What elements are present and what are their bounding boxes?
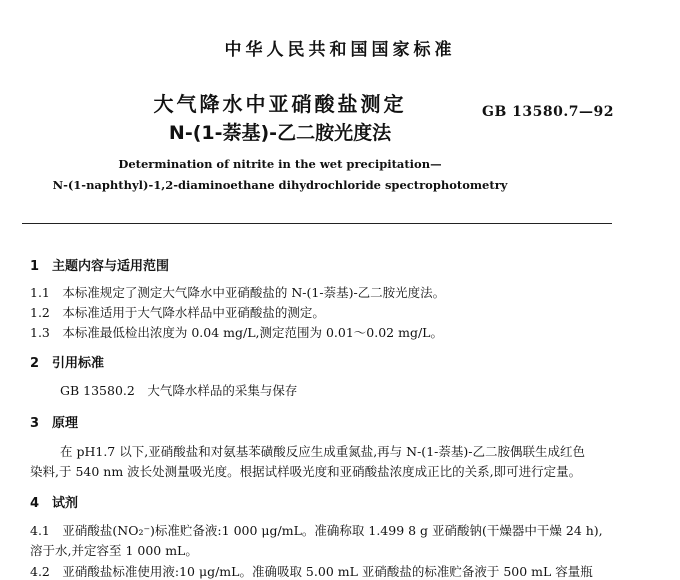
section-2-reference: GB 13580.2 大气降水样品的采集与保存 [60, 383, 298, 398]
standard-number: GB 13580.7—92 [482, 104, 614, 120]
section-4-item-1-line-2: 溶于水,并定容至 1 000 mL。 [30, 543, 198, 558]
section-3-text-line-1: 在 pH1.7 以下,亚硝酸盐和对氨基苯磺酸反应生成重氮盐,再与 N-(1-萘基)-乙二胺偶联生成红色 [60, 444, 585, 459]
section-2-heading: 2 引用标准 [30, 356, 105, 371]
section-4-item-1-line-1: 4.1 亚硝酸盐(NO₂⁻)标准贮备液:1 000 μg/mL。准确称取 1.499 8 g 亚硝酸钠(干燥器中干燥 24 h), [30, 523, 603, 538]
section-4-item-2-line-1: 4.2 亚硝酸盐标准使用液:10 μg/mL。准确吸取 5.00 mL 亚硝酸盐的标准贮备液于 500 mL 容量瓶 [30, 564, 593, 579]
chinese-title-line-2: N-(1-萘基)-乙二胺光度法 [168, 122, 392, 144]
section-1-item-1: 1.1 本标准规定了测定大气降水中亚硝酸盐的 N-(1-萘基)-乙二胺光度法。 [30, 285, 446, 300]
section-3-text-line-2: 染料,于 540 nm 波长处测量吸光度。根据试样吸光度和亚硝酸盐浓度成正比的关系,即可进行定量。 [30, 464, 582, 479]
section-1-item-2: 1.2 本标准适用于大气降水样品中亚硝酸盐的测定。 [30, 305, 325, 320]
chinese-title-line-1: 大气降水中亚硝酸盐测定 [153, 92, 407, 116]
section-1-item-3: 1.3 本标准最低检出浓度为 0.04 mg/L,测定范围为 0.01～0.02 mg/L。 [30, 325, 443, 340]
national-standard-header: 中华人民共和国国家标准 [224, 40, 456, 60]
english-title-line-1: Determination of nitrite in the wet precipitation— [118, 157, 442, 171]
section-4-heading: 4 试剂 [30, 496, 79, 511]
header-divider-rule [22, 223, 612, 224]
section-1-heading: 1 主题内容与适用范围 [30, 259, 170, 274]
section-3-heading: 3 原理 [30, 416, 79, 431]
english-title-line-2: N-(1-naphthyl)-1,2-diaminoethane dihydrochloride spectrophotometry [52, 178, 508, 192]
